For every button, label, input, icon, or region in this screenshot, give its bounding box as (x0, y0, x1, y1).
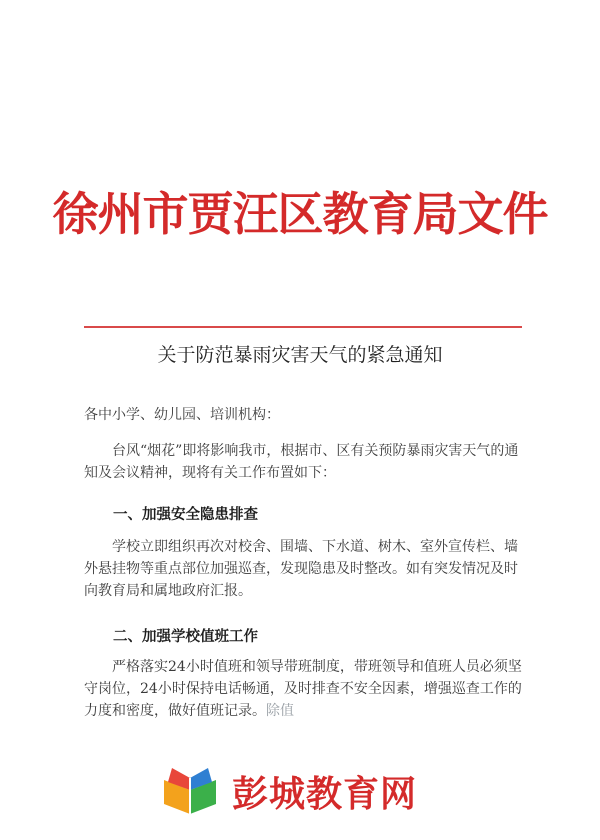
section-2-body-faded-tail: 除值 (266, 703, 294, 719)
header-divider (84, 326, 522, 328)
section-2-body-text: 严格落实24小时值班和领导带班制度，带班领导和值班人员必须坚守岗位，24小时保持电话畅通，及时排查不安全因素，增强巡查工作的力度和密度，做好值班记录。 (84, 659, 522, 719)
section-1-body: 学校立即组织再次对校舍、围墙、下水道、树木、室外宣传栏、墙外悬挂物等重点部位加强巡查，发现隐患及时整改。如有突发情况及时向教育局和属地政府汇报。 (84, 539, 518, 599)
notice-title: 关于防范暴雨灾害天气的紧急通知 (157, 344, 443, 366)
section-2-body (84, 656, 524, 722)
intro-paragraph: 台风“烟花”即将影响我市，根据市、区有关预防暴雨灾害天气的通知及会议精神，现将有关工作布置如下： (84, 443, 519, 481)
issuer-header: 徐州市贾汪区教育局文件 (52, 187, 548, 241)
section-2-heading: 二、加强学校值班工作 (113, 628, 258, 645)
section-1-heading: 一、加强安全隐患排查 (113, 506, 258, 523)
site-watermark (160, 760, 460, 820)
site-name: 彭城教育网 (232, 774, 418, 815)
salutation: 各中小学、幼儿园、培训机构： (84, 407, 280, 423)
book-logo-icon (160, 764, 220, 816)
